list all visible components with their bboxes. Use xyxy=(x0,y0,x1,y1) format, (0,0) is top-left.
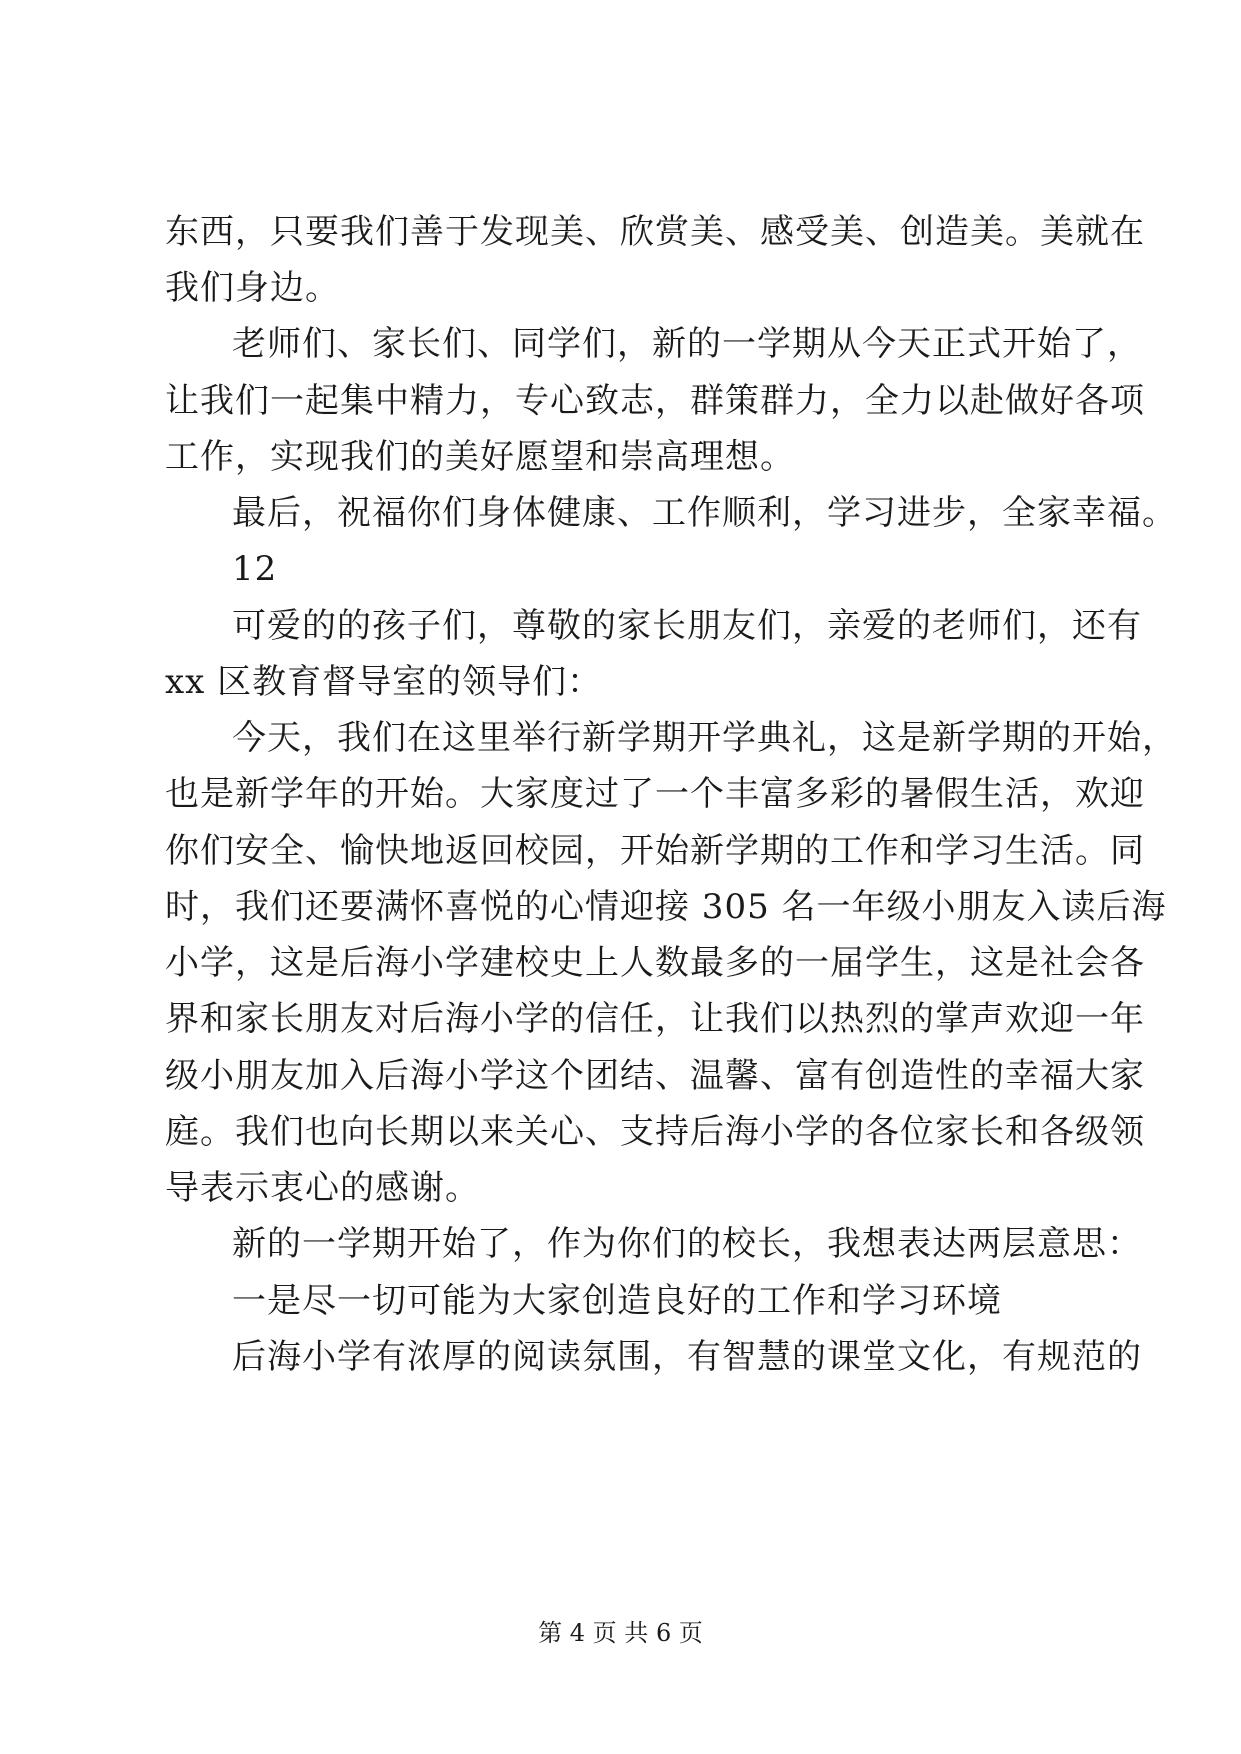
page-number: 第 4 页 共 6 页 xyxy=(538,1619,703,1647)
text-line: 小学，这是后海小学建校史上人数最多的一届学生，这是社会各 xyxy=(165,943,1145,983)
text-line: 12 xyxy=(232,549,278,589)
text-line: 今天，我们在这里举行新学期开学典礼，这是新学期的开始， xyxy=(232,718,1177,758)
text-line: 庭。我们也向长期以来关心、支持后海小学的各位家长和各级领 xyxy=(165,1112,1145,1152)
text-line: 时，我们还要满怀喜悦的心情迎接 305 名一年级小朋友入读后海 xyxy=(165,887,1167,927)
text-line: 东西，只要我们善于发现美、欣赏美、感受美、创造美。美就在 xyxy=(165,212,1145,252)
text-line: 我们身边。 xyxy=(165,268,340,308)
text-line: 工作，实现我们的美好愿望和崇高理想。 xyxy=(165,437,795,477)
text-line: 也是新学年的开始。大家度过了一个丰富多彩的暑假生活，欢迎 xyxy=(165,774,1145,814)
text-line: 老师们、家长们、同学们，新的一学期从今天正式开始了， xyxy=(232,324,1142,364)
text-line: 导表示衷心的感谢。 xyxy=(165,1168,480,1208)
text-line: 一是尽一切可能为大家创造良好的工作和学习环境 xyxy=(232,1281,1002,1321)
text-line: 后海小学有浓厚的阅读氛围，有智慧的课堂文化，有规范的 xyxy=(232,1337,1142,1377)
text-line: 新的一学期开始了，作为你们的校长，我想表达两层意思： xyxy=(232,1224,1142,1264)
text-line: 你们安全、愉快地返回校园，开始新学期的工作和学习生活。同 xyxy=(165,831,1145,871)
text-line: 最后，祝福你们身体健康、工作顺利，学习进步，全家幸福。 xyxy=(232,493,1177,533)
text-line: 让我们一起集中精力，专心致志，群策群力，全力以赴做好各项 xyxy=(165,381,1145,421)
text-line: 界和家长朋友对后海小学的信任，让我们以热烈的掌声欢迎一年 xyxy=(165,999,1145,1039)
text-line: xx 区教育督导室的领导们： xyxy=(165,662,603,702)
text-line: 可爱的的孩子们，尊敬的家长朋友们，亲爱的老师们，还有 xyxy=(232,606,1142,646)
text-line: 级小朋友加入后海小学这个团结、温馨、富有创造性的幸福大家 xyxy=(165,1056,1145,1096)
